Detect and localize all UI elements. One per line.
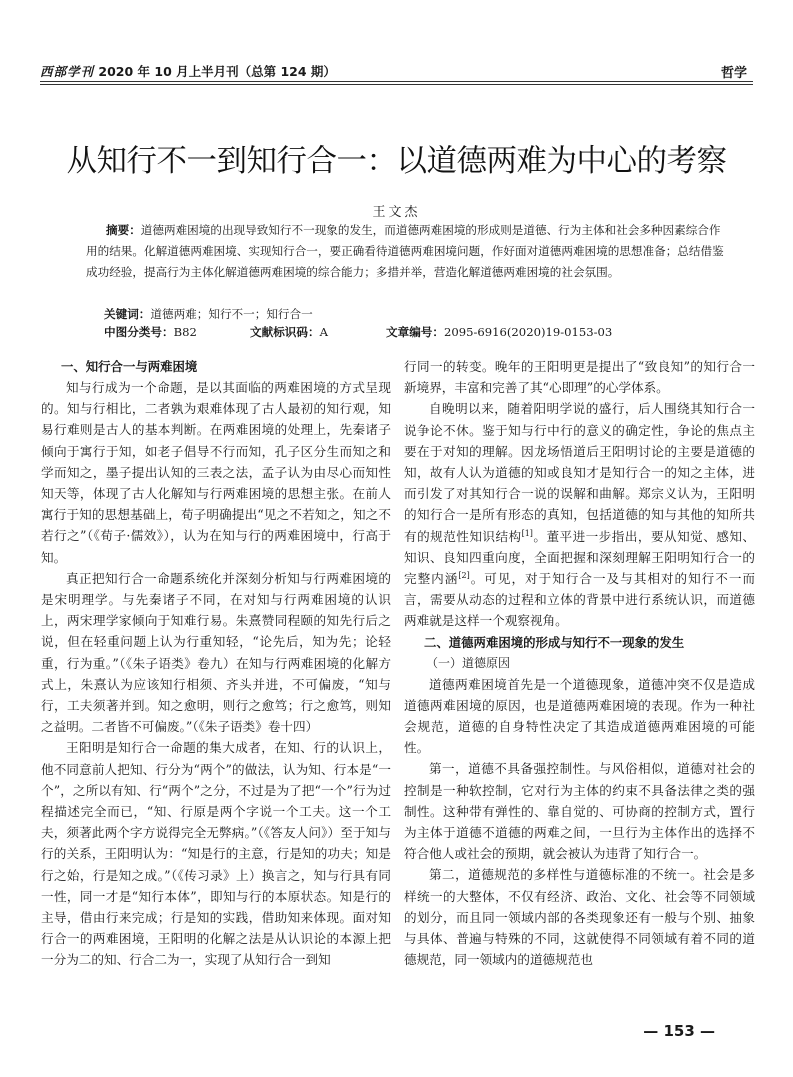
journal-info: [40, 62, 336, 80]
keywords-label: 关键词：: [104, 307, 151, 321]
paragraph: 第二，道德规范的多样性与道德标准的不统一。社会是多样统一的大整体，不仅有经济、政治、文化、社会等不同领域的划分，而且同一领域内部的各类现象还有一般与个别、抽象与具体、普遍与特殊的不同，这就使得不同领域有着不同的道德规范，同一领域内的道德规范也: [404, 867, 755, 968]
page-number: — 153 —: [643, 1022, 715, 1040]
classification-info: [104, 322, 733, 342]
citation-1: [1]: [521, 528, 533, 538]
abstract-label: 摘要：: [106, 223, 141, 237]
paragraph: 知与行成为一个命题，是以其面临的两难困境的方式呈现的。知与行相比，二者孰为艰难体现了古人最初的知行观，知易行难则是古人的基本判断。在两难困境的处理上，先秦诸子倾向于寓行于知，如老子倡导不行而知，孔子区分生而知之和学而知之，墨子提出认知的三表之法，孟子认为由尽心而知性知天等，体现了古人化解知与行两难困境的思想主张。在前人寓行于知的思想基础上，荀子明确提出“见之不若知之，知之不若行之”（《荀子·儒效》），认为在知与行的两难困境中，行高于知。: [41, 380, 391, 565]
doc-code-value: A: [319, 325, 328, 339]
clc-label: 中图分类号：: [104, 325, 174, 339]
article-title: 从知行不一到知行合一：以道德两难为中心的考察: [66, 144, 727, 179]
paragraph: 第一，道德不具备强控制性。与风俗相似，道德对社会的控制是一种软控制，它对行为主体的约束不具备法律之类的强制性。这种带有弹性的、靠自觉的、可协商的控制方式，置行为主体于道德不道德的两难之间，一旦行为主体作出的选择不符合他人或社会的预期，就会被认为违背了知行合一。: [404, 761, 755, 862]
keywords: [104, 304, 313, 324]
paragraph: [404, 398, 755, 631]
article-author: 王文杰: [372, 205, 421, 220]
paragraph: 道德两难困境首先是一个道德现象，道德冲突不仅是造成道德两难困境的原因，也是道德两难困境的表现。作为一种社会规范，道德的自身特性决定了其造成道德两难困境的可能性。: [404, 676, 755, 756]
article-no-entry: [386, 322, 612, 342]
subsection-heading: （一）道德原因: [426, 655, 511, 670]
paragraph-text: 。可见，对于知行合一及与其相对的知行不一而言，需要从动态的过程和立体的背景中进行系统认识，而道德两难就是这样一个观察视角。: [404, 571, 756, 629]
issue-info: 2020 年 10 月上半月刊（总第 124 期）: [98, 64, 336, 79]
section-label: 哲学: [720, 66, 747, 81]
article-no-value: 2095-6916(2020)19-0153-03: [443, 325, 613, 339]
citation-2: [2]: [458, 570, 470, 580]
doc-code-label: 文献标识码：: [250, 325, 320, 339]
paragraph: 王阳明是知行合一命题的集大成者，在知、行的认识上，他不同意前人把知、行分为“两个”的做法，认为知、行本是“一个”，之所以有知、行“两个”之分，不过是为了把“一个”行为过程描述完全而已，“知、行原是两个字说一个工夫。这一个工夫，须著此两个字方说得完全无弊病。”（《答友人问》）至于知与行的关系，王阳明认为：“知是行的主意，行是知的功夫；知是行之始，行是知之成。”（《传习录》上）换言之，知与行具有同一性，同一才是“知行本体”，即知与行的本原状态。知是行的主导，借由行来完成；行是知的实践，借助知来体现。面对知行合一的两难困境，王阳明的化解之法是从认识论的本源上把一分为二的知、行合二为一，实现了从知行合一到知: [41, 740, 391, 968]
section-heading-1: 一、知行合一与两难困境: [61, 359, 198, 374]
right-column: [404, 356, 755, 970]
clc-value: B82: [173, 325, 197, 339]
header-rule-double: [40, 84, 753, 85]
abstract-text: 道德两难困境的出现导致知行不一现象的发生，而道德两难困境的形成则是道德、行为主体和社会多种因素综合作用的结果。化解道德两难困境、实现知行合一，要正确看待道德两难困境问题，作好面对道德两难困境的思想准备；总结借鉴成功经验，提高行为主体化解道德两难困境的综合能力；多措并举，营造化解道德两难困境的社会氛围。: [86, 223, 724, 279]
paragraph: 真正把知行合一命题系统化并深刻分析知与行两难困境的是宋明理学。与先秦诸子不同，在对知与行两难困境的认识上，两宋理学家倾向于知难行易。朱熹赞同程颐的知先行后之说，但在轻重问题上认为行重知轻，“论先后，知为先；论轻重，行为重。”（《朱子语类》卷九）在知与行两难困境的化解方式上，朱熹认为应该知行相须、齐头并进，不可偏废，“知与行，工夫须著并到。知之愈明，则行之愈笃；行之愈笃，则知之益明。二者皆不可偏废。”（《朱子语类》卷十四）: [41, 570, 391, 735]
article-no-label: 文章编号：: [386, 325, 444, 339]
section-heading-2: 二、道德两难困境的形成与知行不一现象的发生: [424, 634, 685, 650]
journal-logo: 西部学刊: [40, 64, 95, 79]
abstract: [86, 220, 727, 283]
paragraph: 行同一的转变。晚年的王阳明更是提出了“致良知”的知行合一新境界，丰富和完善了其“心即理”的心学体系。: [404, 359, 755, 396]
doc-code-entry: [250, 322, 328, 342]
paragraph-text: 自晚明以来，随着阳明学说的盛行，后人围绕其知行合一说争论不休。鉴于知与行中行的意义的确定性，争论的焦点主要在于对知的理解。因龙场悟道后王阳明讨论的主要是道德的知，故有人认为道德的知或良知才是知行合一的知之主体，进而引发了对其知行合一说的误解和曲解。郑宗义认为，王阳明的知行合一是所有形态的真知，包括道德的知与其他的知所共有的规范性知识结构: [404, 401, 755, 544]
keywords-text: 道德两难；知行不一；知行合一: [150, 307, 313, 321]
clc-entry: [104, 322, 197, 342]
paragraph-text: 。董平进一步指出，要从知觉、感知、知识、良知四重向度，全面把握和深刻理解王阳明知行合一的完整内涵: [404, 528, 756, 587]
left-column: [41, 356, 391, 971]
header-rule: [40, 81, 753, 82]
running-header: [40, 58, 753, 82]
